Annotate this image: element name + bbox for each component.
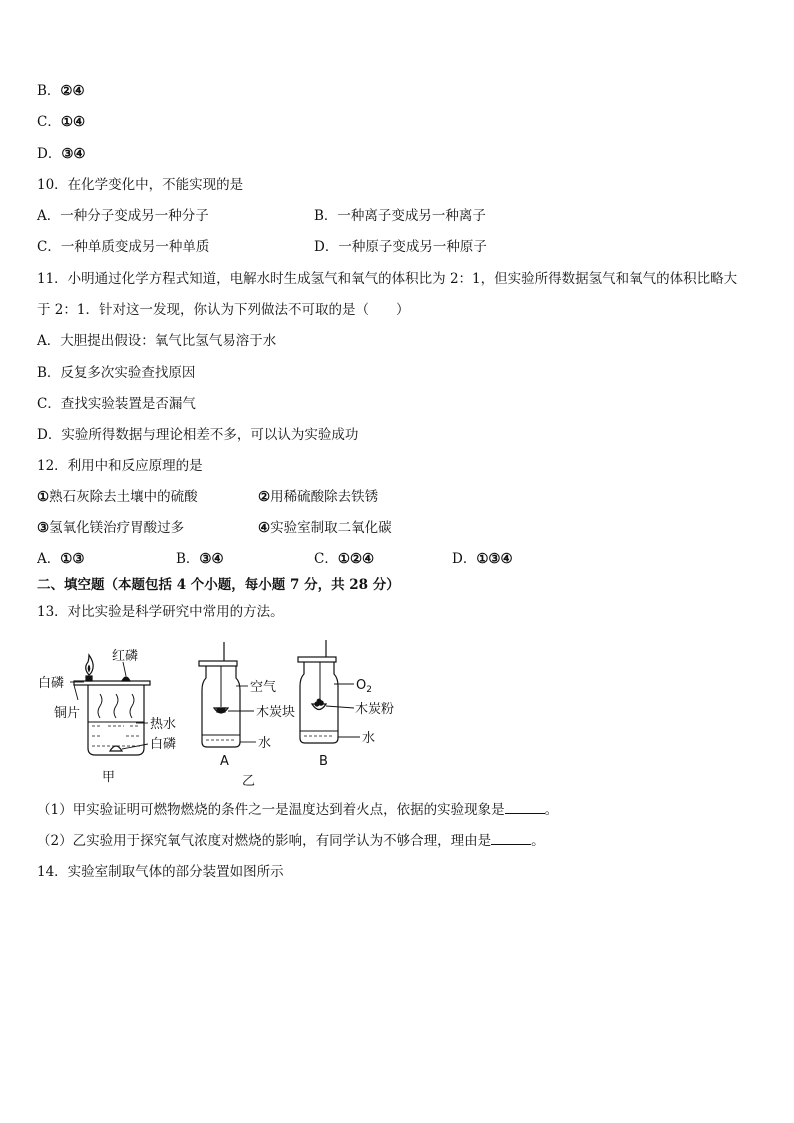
q10-option-a: A．一种分子变成另一种分子 xyxy=(37,208,209,224)
answer-blank-1[interactable] xyxy=(505,801,545,814)
red-phosphorus xyxy=(122,677,130,681)
q10-option-d: D．一种原子变成另一种原子 xyxy=(314,239,487,255)
q12-option-b: B．③④ xyxy=(176,551,224,567)
q11-option-c: C．查找实验装置是否漏气 xyxy=(37,396,196,412)
q12-option-a: A．①③ xyxy=(37,551,85,567)
q11-option-d: D．实验所得数据与理论相差不多，可以认为实验成功 xyxy=(37,427,359,443)
bottle-a xyxy=(199,642,256,747)
q11-option-b: B．反复多次实验查找原因 xyxy=(37,365,196,381)
q12-option-c: C．①②④ xyxy=(314,551,375,567)
label-red-phosphorus: 红磷 xyxy=(112,649,139,664)
answer-blank-2[interactable] xyxy=(491,832,531,845)
q12-stem: 12．利用中和反应原理的是 xyxy=(37,458,203,474)
apparatus-jia xyxy=(70,655,150,755)
label-bottle-b: B xyxy=(319,754,328,769)
q13-sub1: （1）甲实验证明可燃物燃烧的条件之一是温度达到着火点，依据的实验现象是 。 xyxy=(37,802,559,818)
label-charcoal-powder: 木炭粉 xyxy=(355,702,395,717)
q12-item-3: ③氢氧化镁治疗胃酸过多 xyxy=(37,520,185,536)
label-white-phosphorus-top: 白磷 xyxy=(38,676,65,691)
white-phosphorus-underwater xyxy=(110,746,122,751)
caption-yi: 乙 xyxy=(242,774,256,789)
charcoal-block xyxy=(217,708,225,712)
q14-stem: 14．实验室制取气体的部分装置如图所示 xyxy=(37,864,284,880)
q10-option-c: C．一种单质变成另一种单质 xyxy=(37,239,210,255)
q10-stem: 10．在化学变化中，不能实现的是 xyxy=(37,177,244,193)
label-water-b: 水 xyxy=(362,731,376,746)
q10-option-b: B．一种离子变成另一种离子 xyxy=(314,208,486,224)
q12-item-4: ④实验室制取二氧化碳 xyxy=(258,520,392,536)
q11-stem-line1: 11．小明通过化学方程式知道，电解水时生成氢气和氧气的体积比为 2：1，但实验所得数据氢气和氧气的体积比略大 xyxy=(37,271,738,287)
bottle-b xyxy=(298,640,360,743)
q13-sub2: （2）乙实验用于探究氧气浓度对燃烧的影响，有同学认为不够合理，理由是 。 xyxy=(37,833,545,849)
q13-stem: 13．对比实验是科学研究中常用的方法。 xyxy=(37,604,284,620)
section-heading: 二、填空题（本题包括 4 个小题，每小题 7 分，共 28 分） xyxy=(37,577,400,593)
q9-option-c: C．①④ xyxy=(37,114,86,130)
label-charcoal-block: 木炭块 xyxy=(256,705,296,720)
q12-option-d: D．①③④ xyxy=(452,551,513,567)
beaker-shape xyxy=(88,685,144,755)
label-water-a: 水 xyxy=(258,736,272,751)
white-phosphorus-top xyxy=(86,676,92,681)
flame-icon xyxy=(86,655,93,675)
bottle-b-lid xyxy=(298,657,336,662)
q12-item-2: ②用稀硫酸除去铁锈 xyxy=(258,489,379,505)
label-air: 空气 xyxy=(250,680,277,695)
label-hot-water: 热水 xyxy=(150,717,177,732)
steam-icon xyxy=(98,694,102,718)
label-white-phosphorus-bottom: 白磷 xyxy=(150,737,177,752)
label-bottle-a: A xyxy=(220,754,229,769)
q9-option-d: D．③④ xyxy=(37,146,86,162)
label-copper-sheet: 铜片 xyxy=(54,706,81,721)
bottle-a-lid xyxy=(199,661,237,666)
q9-option-b: B．②④ xyxy=(37,83,85,99)
caption-jia: 甲 xyxy=(102,770,116,785)
q11-option-a: A．大胆提出假设：氧气比氢气易溶于水 xyxy=(37,333,277,349)
q11-stem-line2: 于 2：1．针对这一发现，你认为下列做法不可取的是（ ） xyxy=(37,302,410,318)
q12-item-1: ①熟石灰除去土壤中的硫酸 xyxy=(37,489,198,505)
q13-figure xyxy=(36,638,416,790)
label-oxygen: $O_2$ xyxy=(356,678,372,695)
